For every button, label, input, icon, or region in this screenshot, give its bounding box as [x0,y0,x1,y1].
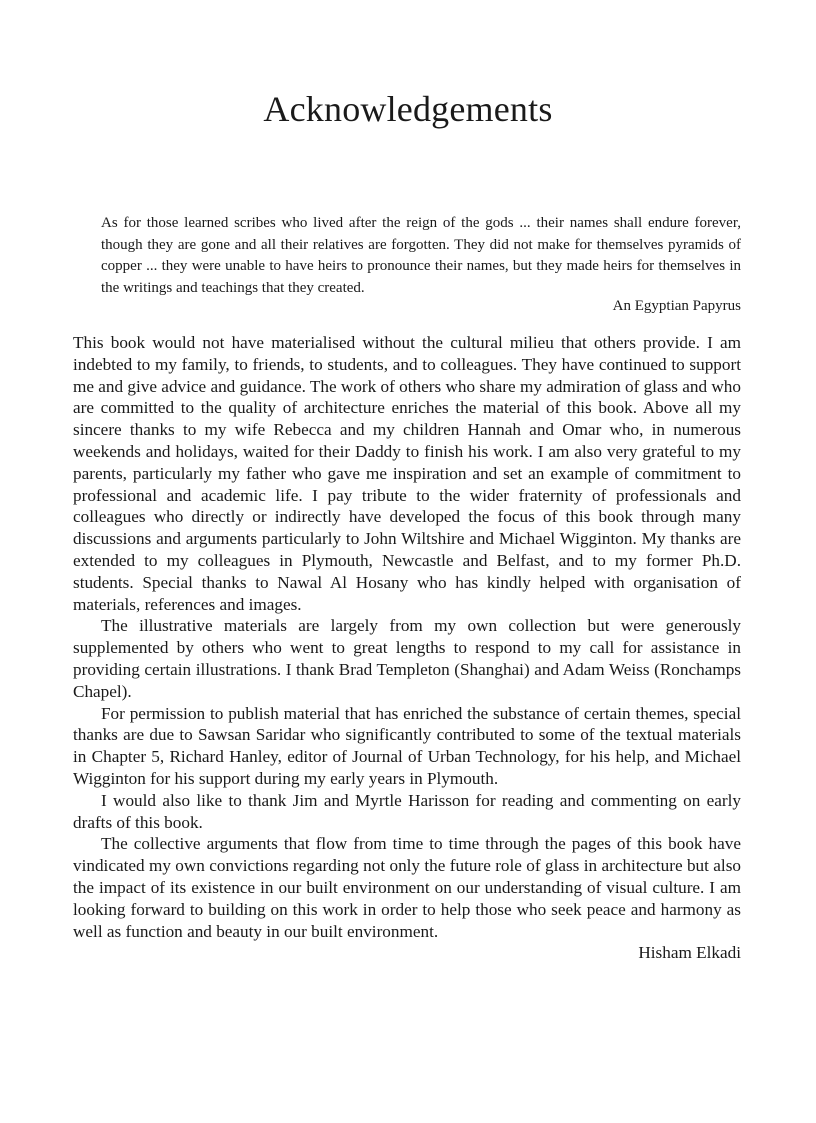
page-title: Acknowledgements [263,89,553,129]
epigraph-source: An Egyptian Papyrus [612,298,741,314]
paragraph: The collective arguments that flow from time to time through the pages of this book have vindicated my own convictions regarding not only the future role of glass in architecture but also the impact of its existence in our built environment on our understanding of visual culture. I am looking forward to building on this work in order to help those who seek peace and harmony as well as function and beauty in our built environment. [73,834,741,941]
epigraph-quote: As for those learned scribes who lived after the reign of the gods ... their names shall endure forever, though they are gone and all their relatives are forgotten. They did not make for themselves pyramids of copper ... they were unable to have heirs to pronounce their names, but they made heirs for themselves in the writings and teachings that they created. [101,215,741,296]
acknowledgements-body [73,332,741,964]
author-signature: Hisham Elkadi [638,943,741,963]
paragraph: For permission to publish material that has enriched the substance of certain themes, special thanks are due to Sawsan Saridar who significantly contributed to some of the textual materials in Chapter 5, Richard Hanley, editor of Journal of Urban Technology, for his help, and Michael Wigginton for his support during my early years in Plymouth. [73,703,741,788]
paragraph: This book would not have materialised without the cultural milieu that others provide. I am indebted to my family, to friends, to students, and to colleagues. They have continued to support me and give advice and guidance. The work of others who share my admiration of glass and who are committed to the quality of architecture enriches the material of this book. Above all my sincere thanks to my wife Rebecca and my children Hannah and Omar who, in numerous weekends and holidays, waited for their Daddy to finish his work. I am also very grateful to my parents, particularly my father who gave me inspiration and set an example of commitment to professional and academic life. I pay tribute to the wider fraternity of professionals and colleagues who directly or indirectly have developed the focus of this book through many discussions and arguments particularly to John Wiltshire and Michael Wigginton. My thanks are extended to my colleagues in Plymouth, Newcastle and Belfast, and to my former Ph.D. students. Special thanks to Nawal Al Hosany who has kindly helped with organisation of materials, references and images. [73,333,741,614]
paragraph: I would also like to thank Jim and Myrtle Harisson for reading and commenting on early drafts of this book. [73,790,741,832]
paragraph: The illustrative materials are largely from my own collection but were generously supplemented by others who went to great lengths to respond to my call for assistance in providing certain illustrations. I thank Brad Templeton (Shanghai) and Adam Weiss (Ronchamps Chapel). [73,616,741,701]
